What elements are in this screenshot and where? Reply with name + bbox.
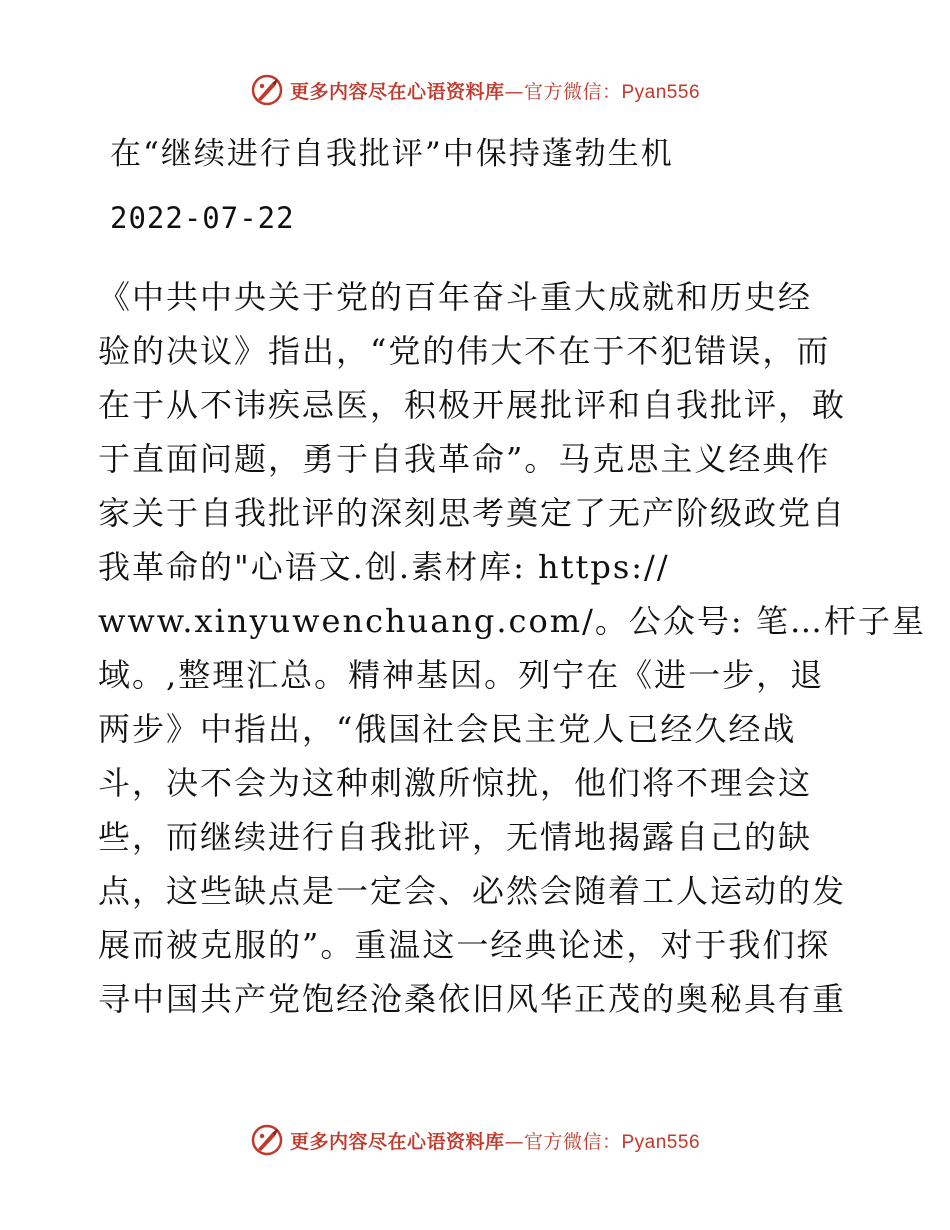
- article-title: 在“继续进行自我批评”中保持蓬勃生机: [110, 136, 674, 172]
- watermark-wechat-id: Pyan556: [621, 81, 701, 103]
- body-line: 斗，决不会为这种刺激所惊扰，他们将不理会这: [98, 764, 813, 802]
- watermark-text: [290, 77, 700, 104]
- body-line: 验的决议》指出，“党的伟大不在于不犯错误，而: [98, 332, 831, 370]
- body-line: 在于从不讳疾忌医，积极开展批评和自我批评，敢: [98, 386, 847, 424]
- body-line: 域。,整理汇总。精神基因。列宁在《进一步，退: [98, 656, 825, 694]
- footer-watermark: [0, 1120, 950, 1160]
- body-line: www.xinyuwenchuang.com/。公众号: 笔…杆子星: [98, 602, 926, 640]
- body-line: 寻中国共产党饱经沧桑依旧风华正茂的奥秘具有重: [98, 980, 847, 1018]
- watermark-text: [290, 1127, 700, 1154]
- watermark-label: 官方微信：: [523, 80, 622, 103]
- quill-pen-icon: [250, 1123, 284, 1157]
- article-body: [98, 270, 926, 1026]
- body-line: 点，这些缺点是一定会、必然会随着工人运动的发: [98, 872, 847, 910]
- watermark-site: 更多内容尽在心语资料库: [289, 1130, 505, 1153]
- watermark-wechat-id: Pyan556: [621, 1131, 701, 1153]
- watermark-separator: —: [504, 1130, 524, 1153]
- body-line: 家关于自我批评的深刻思考奠定了无产阶级政党自: [98, 494, 847, 532]
- body-line: 展而被克服的”。重温这一经典论述，对于我们探: [98, 926, 831, 964]
- watermark-site: 更多内容尽在心语资料库: [289, 80, 505, 103]
- article-date: 2022-07-22: [110, 201, 295, 235]
- header-watermark: [0, 70, 950, 110]
- watermark-label: 官方微信：: [523, 1130, 622, 1153]
- body-line: 些，而继续进行自我批评，无情地揭露自己的缺: [98, 818, 813, 856]
- quill-pen-icon: [250, 73, 284, 107]
- body-line: 两步》中指出，“俄国社会民主党人已经久经战: [98, 710, 797, 748]
- body-line: 于直面问题，勇于自我革命”。马克思主义经典作: [98, 440, 831, 478]
- body-line: 《中共中央关于党的百年奋斗重大成就和历史经: [98, 278, 813, 316]
- body-line: 我革命的"心语文.创.素材库: https://: [98, 548, 670, 586]
- watermark-separator: —: [504, 80, 524, 103]
